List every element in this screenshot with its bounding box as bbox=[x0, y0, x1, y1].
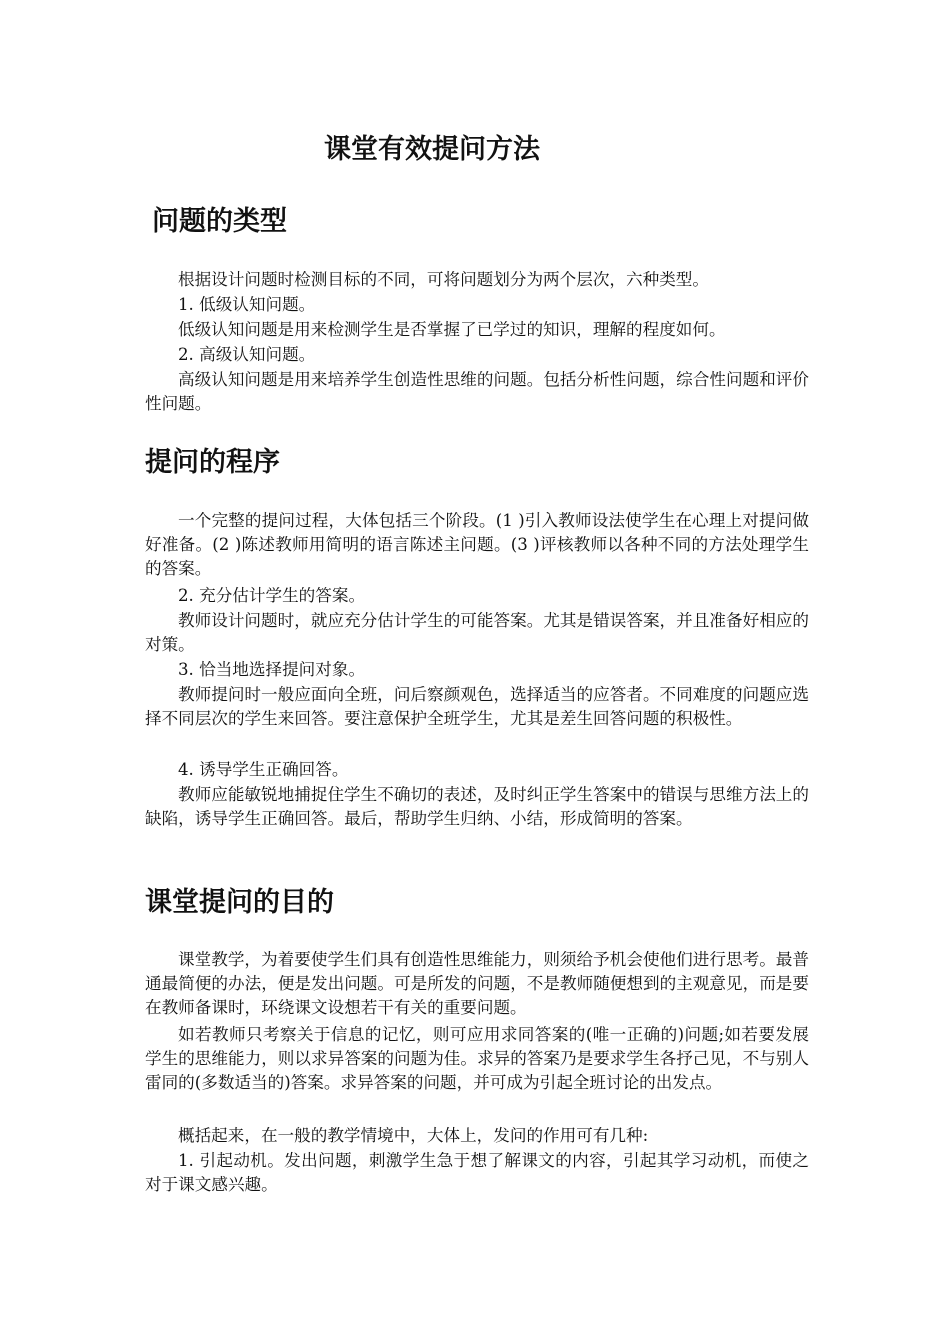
list-item: 4. 诱导学生正确回答。 bbox=[178, 760, 349, 779]
list-item: 1. 引起动机。发出问题，刺激学生急于想了解课文的内容，引起其学习动机，而使之对于课文感兴趣。 bbox=[145, 1151, 809, 1194]
section-heading-question-types: 问题的类型 bbox=[152, 206, 287, 237]
document-title: 课堂有效提问方法 bbox=[324, 134, 540, 165]
paragraph: 教师提问时一般应面向全班，问后察颜观色，选择适当的应答者。不同难度的问题应选择不同层次的学生来回答。要注意保护全班学生，尤其是差生回答问题的积极性。 bbox=[145, 685, 809, 728]
paragraph: 概括起来，在一般的教学情境中，大体上，发问的作用可有几种: bbox=[178, 1126, 649, 1145]
section-heading-question-procedure: 提问的程序 bbox=[145, 447, 280, 478]
paragraph: 课堂教学，为着要使学生们具有创造性思维能力，则须给予机会使他们进行思考。最普通最简便的办法，便是发出问题。可是所发的问题，不是教师随便想到的主观意见，而是要在教师备课时，环绕课文设想若干有关的重要问题。 bbox=[145, 950, 809, 1017]
list-item: 3. 恰当地选择提问对象。 bbox=[178, 660, 366, 679]
list-item: 2. 充分估计学生的答案。 bbox=[178, 586, 366, 605]
paragraph: 根据设计问题时检测目标的不同，可将问题划分为两个层次，六种类型。 bbox=[178, 270, 709, 289]
paragraph: 一个完整的提问过程，大体包括三个阶段。(1 )引入教师设法使学生在心理上对提问做好准备。(2 )陈述教师用简明的语言陈述主问题。(3 )评核教师以各种不同的方法处理学生的答案。 bbox=[145, 511, 809, 578]
paragraph: 高级认知问题是用来培养学生创造性思维的问题。包括分析性问题，综合性问题和评价性问题。 bbox=[145, 370, 809, 413]
paragraph: 如若教师只考察关于信息的记忆，则可应用求同答案的(唯一正确的)问题;如若要发展学生的思维能力，则以求异答案的问题为佳。求异的答案乃是要求学生各抒己见，不与别人雷同的(多数适当的)答案。求异答案的问题，并可成为引起全班讨论的出发点。 bbox=[145, 1025, 809, 1092]
paragraph: 低级认知问题是用来检测学生是否掌握了已学过的知识，理解的程度如何。 bbox=[178, 320, 726, 339]
paragraph: 教师设计问题时，就应充分估计学生的可能答案。尤其是错误答案，并且准备好相应的对策。 bbox=[145, 611, 809, 654]
paragraph: 教师应能敏锐地捕捉住学生不确切的表述，及时纠正学生答案中的错误与思维方法上的缺陷，诱导学生正确回答。最后，帮助学生归纳、小结，形成简明的答案。 bbox=[145, 785, 809, 828]
section-heading-question-purpose: 课堂提问的目的 bbox=[145, 887, 334, 918]
list-item: 2. 高级认知问题。 bbox=[178, 345, 316, 364]
list-item: 1. 低级认知问题。 bbox=[178, 295, 316, 314]
